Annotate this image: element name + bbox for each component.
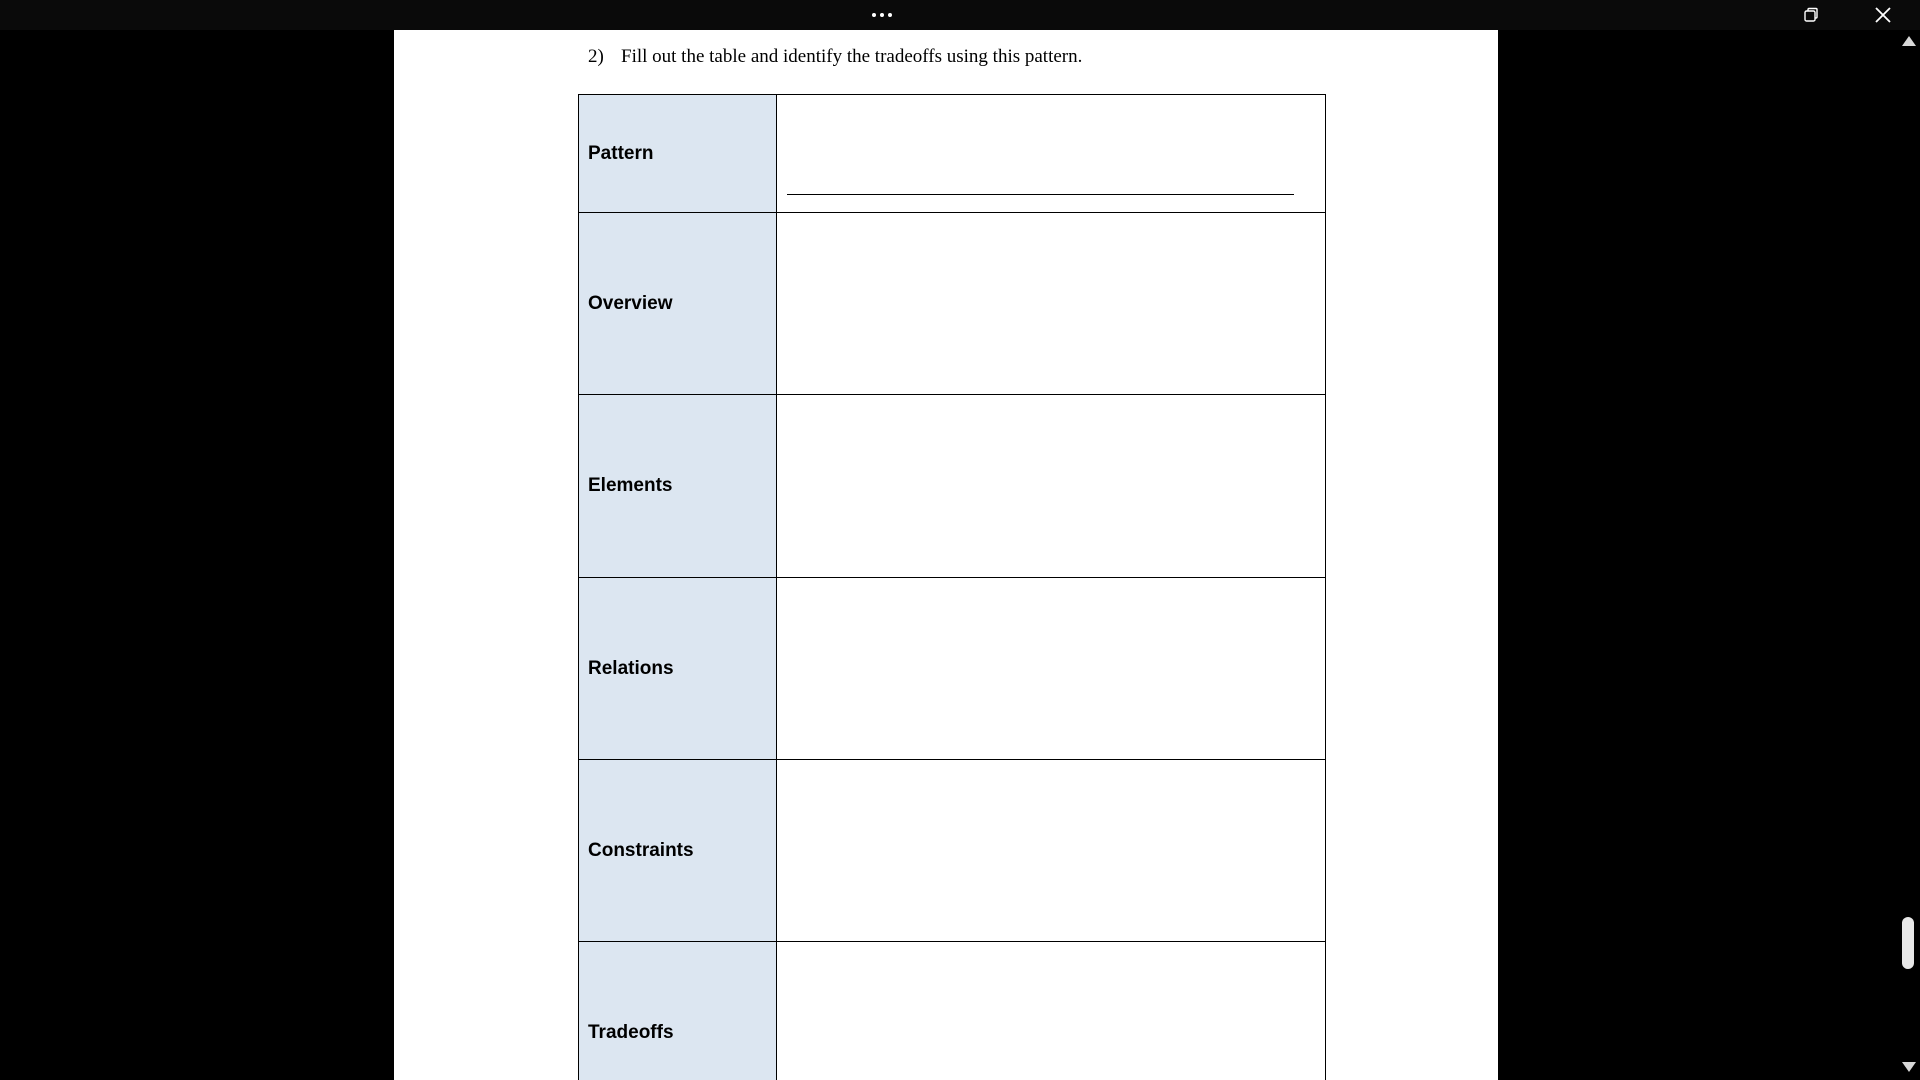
scroll-thumb[interactable] (1902, 917, 1914, 969)
question-prompt: Fill out the table and identify the tradeoffs using this pattern. (621, 46, 1083, 67)
more-horizontal-icon-dot (880, 13, 884, 17)
table-row (579, 578, 1326, 760)
more-horizontal-icon-dot (888, 13, 892, 17)
pattern-table (578, 94, 1326, 1080)
answer-cell-pattern[interactable] (777, 95, 1326, 213)
restore-window-icon (1803, 7, 1819, 23)
row-label-tradeoffs: Tradeoffs (579, 942, 777, 1080)
answer-cell-relations[interactable] (777, 578, 1326, 760)
table-row (579, 942, 1326, 1080)
document-page (394, 30, 1498, 1080)
table-row (579, 213, 1326, 395)
table-row (579, 95, 1326, 213)
answer-cell-elements[interactable] (777, 395, 1326, 578)
row-label-constraints: Constraints (579, 760, 777, 942)
vertical-scrollbar[interactable] (1896, 30, 1920, 1080)
row-label-pattern: Pattern (579, 95, 777, 213)
answer-cell-overview[interactable] (777, 213, 1326, 395)
question-text (588, 46, 1082, 68)
more-options-button[interactable] (864, 4, 900, 26)
close-icon (1874, 6, 1892, 24)
table-row (579, 760, 1326, 942)
restore-window-button[interactable] (1796, 3, 1826, 27)
answer-cell-tradeoffs[interactable] (777, 942, 1326, 1080)
more-horizontal-icon (872, 13, 876, 17)
answer-underline (787, 194, 1294, 195)
top-bar (0, 0, 1920, 30)
question-number: 2) (588, 46, 604, 67)
close-button[interactable] (1868, 3, 1898, 27)
scroll-down-arrow-icon[interactable] (1902, 1062, 1916, 1072)
row-label-elements: Elements (579, 395, 777, 578)
table-row (579, 395, 1326, 578)
row-label-overview: Overview (579, 213, 777, 395)
row-label-relations: Relations (579, 578, 777, 760)
answer-cell-constraints[interactable] (777, 760, 1326, 942)
scroll-up-arrow-icon[interactable] (1902, 36, 1916, 46)
